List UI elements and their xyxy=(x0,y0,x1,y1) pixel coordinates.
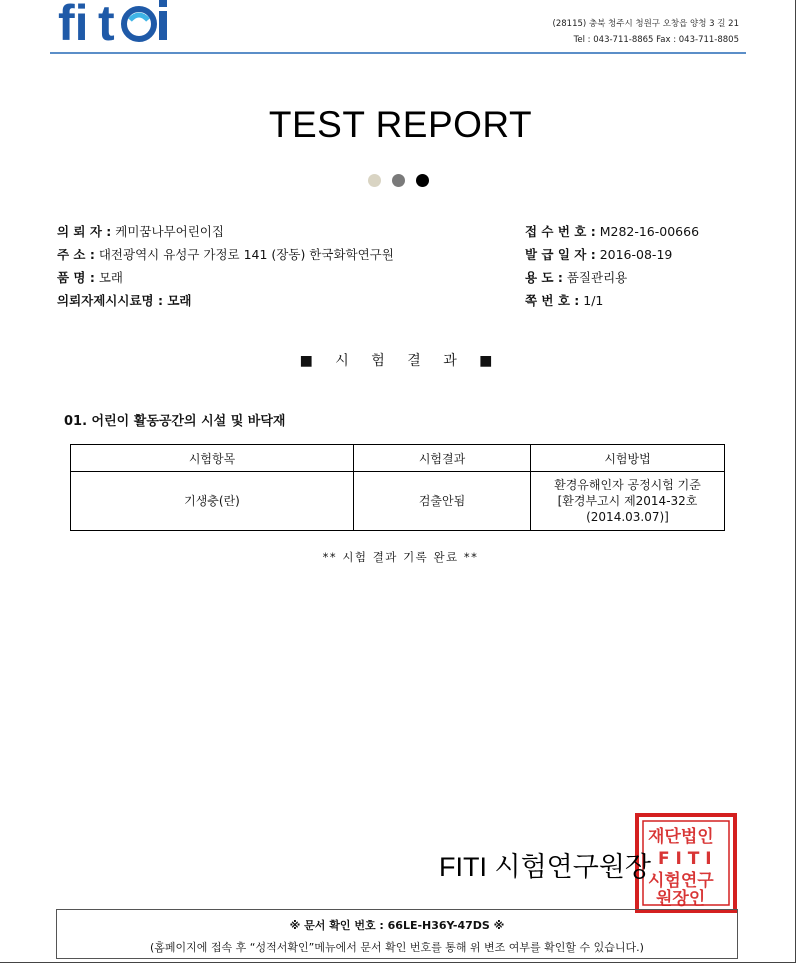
signature: FITI 시험연구원장 xyxy=(439,852,651,882)
info-row-issue-date xyxy=(525,245,672,263)
info-row-receipt-no xyxy=(525,222,699,240)
column-header: 시험방법 xyxy=(531,445,725,472)
cell-result: 검출안됨 xyxy=(354,472,531,531)
decor-dot-3 xyxy=(416,174,429,187)
decor-dot-2 xyxy=(392,174,405,187)
info-label: 용 도 : xyxy=(525,270,563,285)
info-value: 모래 xyxy=(167,293,192,308)
info-label: 발 급 일 자 : xyxy=(525,247,596,262)
sub-heading: 01. 어린이 활동공간의 시설 및 바닥재 xyxy=(64,414,286,429)
info-value: 케미꿈나무어린이집 xyxy=(115,224,224,239)
info-row-product xyxy=(57,268,123,286)
method-line: 환경유해인자 공정시험 기준 xyxy=(554,478,701,492)
svg-text:F I T I: F I T I xyxy=(658,849,712,869)
cell-method xyxy=(531,472,725,531)
column-header: 시험결과 xyxy=(354,445,531,472)
info-value: 모래 xyxy=(98,270,123,285)
cell-item: 기생충(란) xyxy=(71,472,354,531)
info-value: 품질관리용 xyxy=(566,270,628,285)
info-row-address xyxy=(57,245,394,263)
header-address-block xyxy=(553,16,739,48)
table-row xyxy=(71,472,725,531)
verification-box xyxy=(56,909,738,959)
info-row-page-no xyxy=(525,291,603,309)
info-label: 품 명 : xyxy=(57,270,95,285)
completion-note: ** 시험 결과 기록 완료 ** xyxy=(322,550,479,564)
info-label: 의 뢰 자 : xyxy=(57,224,112,239)
table-header-row xyxy=(71,445,725,472)
method-line: [환경부고시 제2014-32호 xyxy=(557,494,698,508)
info-row-sample-name xyxy=(57,291,191,309)
logo-i-dot xyxy=(159,0,167,7)
header-contact: Tel : 043-711-8865 Fax : 043-711-8805 xyxy=(573,35,739,45)
info-label: 접 수 번 호 : xyxy=(525,224,596,239)
info-label: 의뢰자제시시료명 : xyxy=(57,293,163,308)
fiti-logo xyxy=(58,0,183,48)
svg-text:시험연구: 시험연구 xyxy=(648,871,714,891)
header-address: (28115) 충북 청주시 청원구 오창읍 양청 3 길 21 xyxy=(552,19,739,29)
column-header: 시험항목 xyxy=(71,445,354,472)
info-value: 1/1 xyxy=(583,293,604,308)
logo-accent-icon xyxy=(130,15,148,20)
results-table xyxy=(70,444,725,531)
verification-number: ※ 문서 확인 번호 : 66LE-H36Y-47DS ※ xyxy=(289,919,505,932)
info-row-purpose xyxy=(525,268,627,286)
method-line: (2014.03.07)] xyxy=(586,510,669,524)
decor-dot-1 xyxy=(368,174,381,187)
header-rule xyxy=(50,52,746,54)
svg-text:재단법인: 재단법인 xyxy=(648,827,714,847)
verification-instructions: (홈페이지에 접속 후 “성적서확인”메뉴에서 문서 확인 번호를 통해 위 변조 여부를 확인할 수 있습니다.) xyxy=(150,941,644,954)
info-value: M282-16-00666 xyxy=(599,224,700,239)
logo-text-2: t xyxy=(98,0,115,48)
svg-text:원장인: 원장인 xyxy=(656,889,706,909)
logo-text: fi xyxy=(58,0,89,48)
info-label: 주 소 : xyxy=(57,247,95,262)
report-title: TEST REPORT xyxy=(268,104,533,145)
info-label: 쪽 번 호 : xyxy=(525,293,580,308)
logo-i-stem xyxy=(159,11,167,40)
info-row-client xyxy=(57,222,224,240)
info-value: 2016-08-19 xyxy=(599,247,673,262)
section-heading: ■ 시 험 결 과 ■ xyxy=(299,353,502,369)
info-value: 대전광역시 유성구 가정로 141 (장동) 한국화학연구원 xyxy=(98,247,394,262)
